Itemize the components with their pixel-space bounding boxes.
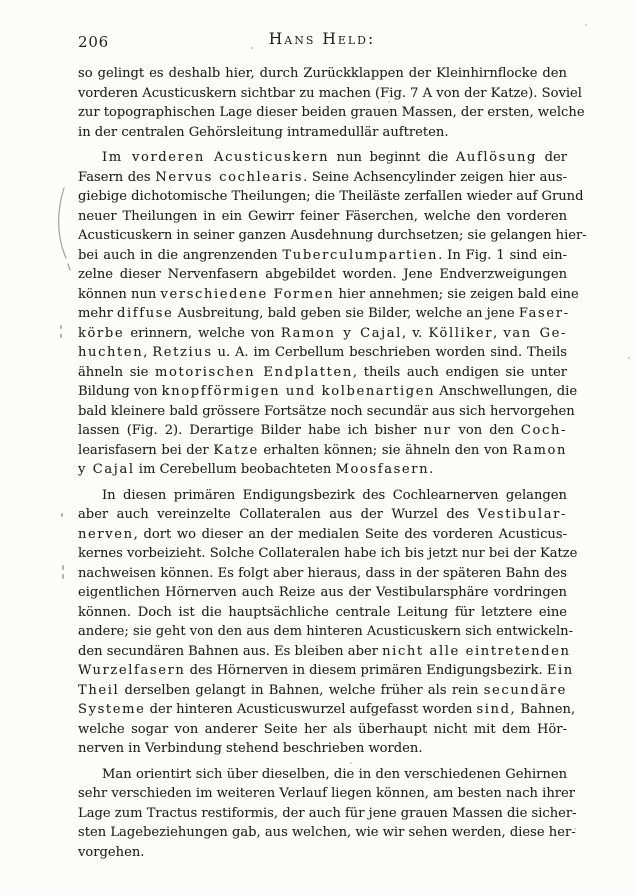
text-line [78,583,567,603]
text-segment: des Hörnerven in diesem primären Endigungsbezirk. [185,663,547,678]
text-segment: Lage zum Tractus restiformis, der auch für jene grauen Massen die sicher- [78,805,577,821]
text-segment: . [429,462,434,477]
letterspaced-text: Systeme [78,702,146,717]
text-segment: , dort wo dieser an der medialen Seite des vorderen Acusticus- [133,526,567,542]
text-segment: können nun [78,286,161,302]
text-segment: Bildung von [78,384,162,399]
text-line [78,700,576,720]
text-line [78,265,567,285]
text-segment: Acusticuskern in seiner ganzen Ausdehnung durchsetzen; sie gelangen hier- [78,228,587,243]
running-head: Hans Held: [268,30,376,48]
text-segment: der [537,150,568,165]
text-segment: mehr [78,306,118,321]
text-segment: . Seine Achsencylinder zeigen hier aus- [303,169,567,185]
text-segment: nachweisen können. Es folgt aber hieraus, dass in der späteren Bahn des [78,565,567,581]
letterspaced-text: Auflösung [455,150,538,165]
text-line [78,103,585,123]
text-segment: Ausbreitung, bald geben sie Bilder, welche an jene [173,306,519,321]
text-line [78,486,567,506]
text-line [78,804,577,824]
text-line [78,64,567,84]
text-segment: derselben gelangt in Bahnen, welche früher als rein [119,682,484,698]
letterspaced-text: Tuberculumpartien [282,247,439,263]
letterspaced-text: Wurzelfasern [78,663,186,678]
letterspaced-text: knopfförmigen und kolbenartigen [161,384,436,399]
letterspaced-text: Retzius [152,345,213,360]
text-segment: nerven in Verbindung stehend beschrieben worden. [78,741,423,756]
text-segment: den secundären Bahnen aus. Es bleiben aber [78,643,383,659]
paragraph [78,765,577,863]
text-segment: ähneln sie [78,364,156,380]
text-segment: eigentlichen Hörnerven auch Reize aus der Vestibularsphäre vordringen [78,585,567,600]
text-segment: In diesen primären Endigungsbezirk des Cochlearnerven gelangen [102,487,567,503]
text-segment: lassen (Fig. 2). Derartige Bilder habe ich bisher [78,423,424,438]
text-segment: bald kleinere bald grössere Fortsätze noch secundär aus sich hervorgehen [78,403,575,419]
text-line [78,739,567,759]
letterspaced-text: nicht alle eintretenden [382,643,571,659]
paragraph [78,148,587,480]
text-line [78,226,587,246]
text-line [78,784,576,804]
scan-speck [585,24,587,26]
letterspaced-text: sind, [476,702,517,717]
text-line [78,363,567,383]
text-segment: aber auch vereinzelte Collateralen aus der Wurzel des [78,507,478,522]
scan-mark [62,565,64,570]
letterspaced-text: diffuse [117,306,174,321]
text-line [78,720,567,740]
text-segment: vorderen Acusticuskern sichtbar zu machen (Fig. 7 A von der Katze). Soviel [78,85,582,101]
text-segment: kernes vorbeizieht. Solche Collateralen habe ich bis jetzt nur bei der Katze [78,546,578,561]
text-segment: andere; sie geht von den aus dem hinteren Acusticuskern sich entwickeln- [78,624,574,639]
text-segment: so gelingt es deshalb hier, durch Zurückklappen der Kleinhirnflocke den [78,66,567,81]
scan-speck [574,828,576,830]
letterspaced-text: Ramon y Cajal [280,325,402,341]
text-segment: Anschwellungen, die [435,384,578,399]
text-segment: bei auch in die angrenzenden [78,247,283,263]
letterspaced-text: motorischen Endplatten [155,364,353,380]
text-line [78,324,567,344]
scan-mark [60,334,62,338]
text-segment: learisfasern bei der [78,442,214,458]
letterspaced-text: huchten [78,345,144,360]
text-line [78,382,578,402]
scan-artifact-line [50,180,80,380]
text-segment: , [143,345,153,360]
text-segment: welche sogar von anderer Seite her als überhaupt nicht mit dem Hör- [78,721,567,737]
text-segment: Bahnen, [516,702,576,717]
letterspaced-text: y Cajal [78,462,135,477]
text-segment: u. A. im Cerbellum beschrieben worden sind. Theils [212,345,567,360]
letterspaced-text: nur [423,423,452,438]
text-line [78,441,567,461]
text-line [78,148,567,168]
letterspaced-text: secundäre [483,682,567,698]
text-segment: , [493,325,504,341]
text-segment: Fasern des [78,169,156,185]
letterspaced-text: Vestibular- [477,507,567,522]
scan-mark [61,513,63,517]
letterspaced-text: Ein [546,663,574,678]
text-segment: sehr verschieden im weiteren Verlauf liegen können, am besten nach ihrer [78,786,576,801]
text-segment: neuer Theilungen in ein Gewirr feiner Fäserchen, welche den vorderen [78,208,567,224]
scan-mark [60,325,62,329]
text-line [78,843,567,863]
text-line [78,285,579,305]
scan-speck [350,762,352,764]
text-line [78,622,574,642]
text-line [78,642,571,662]
page-header [78,30,566,52]
text-segment: . In Fig. 1 sind ein- [438,247,567,263]
text-segment: von den [451,423,521,438]
letterspaced-text: Moosfasern [335,462,430,477]
text-line [78,681,567,701]
text-segment: Man orientirt sich über dieselben, die in den verschiedenen Gehirnen [102,766,567,782]
text-line [78,187,584,207]
text-segment: erhalten können; sie ähneln den von [258,442,513,458]
scan-speck [628,357,630,359]
text-line [78,460,567,480]
scan-speck [388,101,390,103]
text-line [78,84,582,104]
text-line [78,603,567,623]
text-line [78,402,575,422]
letterspaced-text: verschiedene Formen [160,286,335,302]
text-line [78,123,567,143]
scan-speck [251,47,253,49]
scan-mark [62,574,64,579]
letterspaced-text: Ramon [512,442,568,458]
text-segment: erinnern, welche von [124,325,281,341]
letterspaced-text: Nervus cochlearis [155,169,304,185]
text-line [78,304,570,324]
text-segment: in der centralen Gehörsleitung intramedullär auftreten. [78,124,449,140]
letterspaced-text: nerven [78,526,134,542]
letterspaced-text: Katze [213,442,259,458]
letterspaced-text: Theil [78,682,120,698]
text-line [78,246,567,266]
text-segment: zur topographischen Lage dieser beiden grauen Massen, der ersten, welche [78,105,585,120]
letterspaced-text: Coch- [520,423,568,438]
text-segment: zelne dieser Nervenfasern abgebildet worden. Jene Endverzweigungen [78,267,567,282]
text-line [78,343,567,363]
paragraph [78,486,578,759]
text-line [78,823,576,843]
text-line [78,564,567,584]
text-segment: im Cerebellum beobachteten [134,462,336,477]
text-line [78,525,567,545]
text-segment: , theils auch endigen sie unter [352,364,567,380]
body-text-block [78,64,587,868]
letterspaced-text: Faser- [518,306,570,321]
text-segment: nun beginnt die [329,150,456,165]
text-line [78,661,574,681]
text-segment: können. Doch ist die hauptsächliche centrale Leitung für letztere eine [78,604,567,620]
text-line [78,765,567,785]
text-segment: hier annehmen; sie zeigen bald eine [334,286,579,302]
text-segment: vorgehen. [78,844,145,860]
text-line [78,544,578,564]
text-line [78,505,567,525]
paragraph [78,64,585,142]
text-segment: sten Lagebeziehungen gab, aus welchen, wie wir sehen werden, diese her- [78,825,576,840]
text-line [78,421,567,441]
letterspaced-text: Kölliker [428,325,494,341]
letterspaced-text: körbe [78,325,125,341]
page-number: 206 [78,33,110,51]
letterspaced-text: van Ge- [503,325,568,341]
text-line [78,168,567,188]
text-segment: , v. [401,325,429,341]
letterspaced-text: Im vorderen Acusticuskern [102,150,330,165]
text-segment: der hinteren Acusticuswurzel aufgefasst worden [145,702,477,717]
text-line [78,207,567,227]
text-segment: giebige dichotomische Theilungen; die Theiläste zerfallen wieder auf Grund [78,189,584,204]
